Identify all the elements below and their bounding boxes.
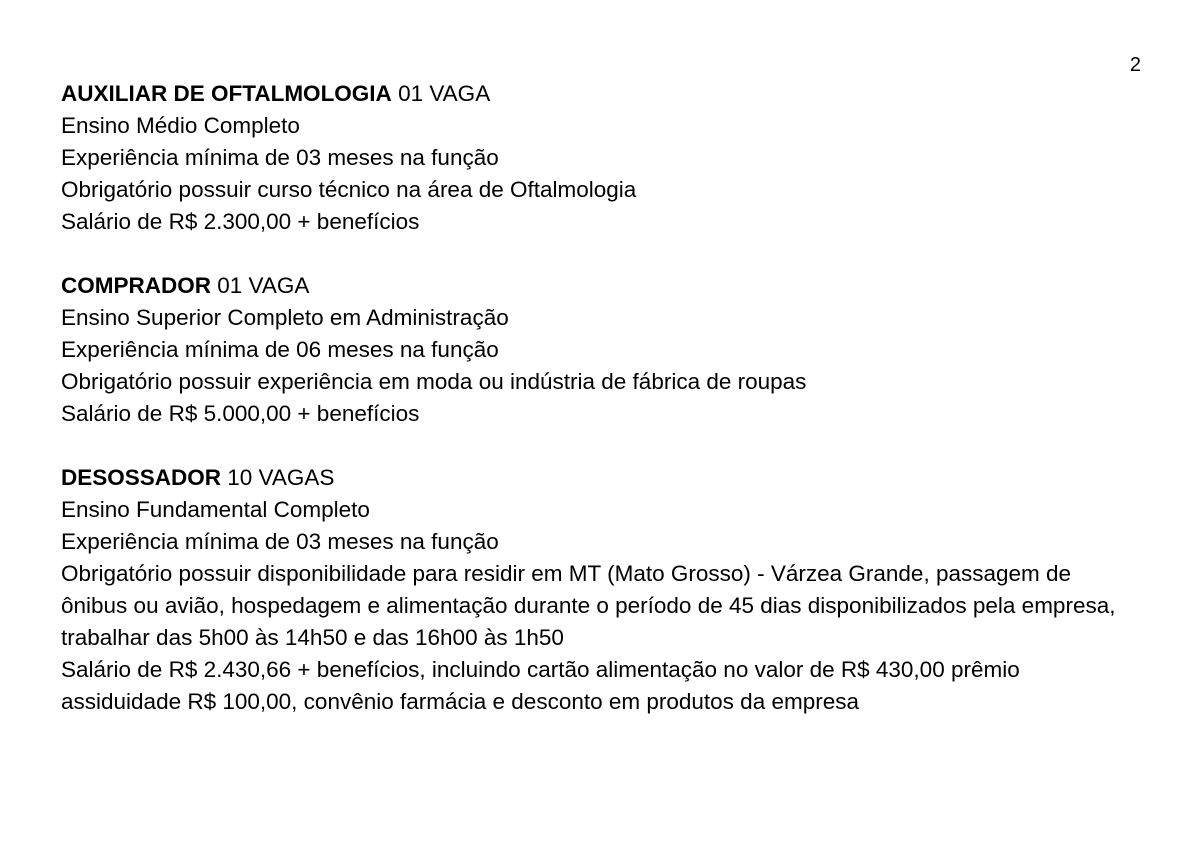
job-requirement: Obrigatório possuir disponibilidade para residir em MT (Mato Grosso) - Várzea Grande, passagem de ônibus ou avião, hospedagem e alimentação durante o período de 45 dias disponibilizados pela empresa, trabalhar das 5h00 às 14h50 e das 16h00 às 1h50 xyxy=(61,561,1116,650)
job-listing-comprador xyxy=(61,270,1141,430)
job-vacancies: 01 VAGA xyxy=(391,81,491,106)
job-experience: Experiência mínima de 06 meses na função xyxy=(61,337,499,362)
job-requirement: Obrigatório possuir curso técnico na área de Oftalmologia xyxy=(61,177,637,202)
job-title: DESOSSADOR xyxy=(61,465,222,490)
job-salary: Salário de R$ 2.430,66 + benefícios, incluindo cartão alimentação no valor de R$ 430,00 prêmio assiduidade R$ 100,00, convênio farmácia e desconto em produtos da empresa xyxy=(61,657,1020,714)
job-salary: Salário de R$ 2.300,00 + benefícios xyxy=(61,209,420,234)
job-listing-auxiliar-oftalmologia xyxy=(61,78,1141,238)
job-education: Ensino Superior Completo em Administração xyxy=(61,305,509,330)
job-heading xyxy=(61,270,1141,302)
job-listings xyxy=(61,78,1141,718)
job-education: Ensino Fundamental Completo xyxy=(61,497,370,522)
job-experience: Experiência mínima de 03 meses na função xyxy=(61,145,499,170)
job-heading xyxy=(61,78,1141,110)
job-title: COMPRADOR xyxy=(61,273,211,298)
job-listing-desossador xyxy=(61,462,1141,718)
job-experience: Experiência mínima de 03 meses na função xyxy=(61,529,499,554)
job-requirement: Obrigatório possuir experiência em moda ou indústria de fábrica de roupas xyxy=(61,369,807,394)
job-vacancies: 01 VAGA xyxy=(211,273,310,298)
job-heading xyxy=(61,462,1141,494)
job-education: Ensino Médio Completo xyxy=(61,113,300,138)
job-salary: Salário de R$ 5.000,00 + benefícios xyxy=(61,401,420,426)
job-title: AUXILIAR DE OFTALMOLOGIA xyxy=(61,81,392,106)
job-vacancies: 10 VAGAS xyxy=(221,465,335,490)
page-number: 2 xyxy=(1129,54,1141,76)
